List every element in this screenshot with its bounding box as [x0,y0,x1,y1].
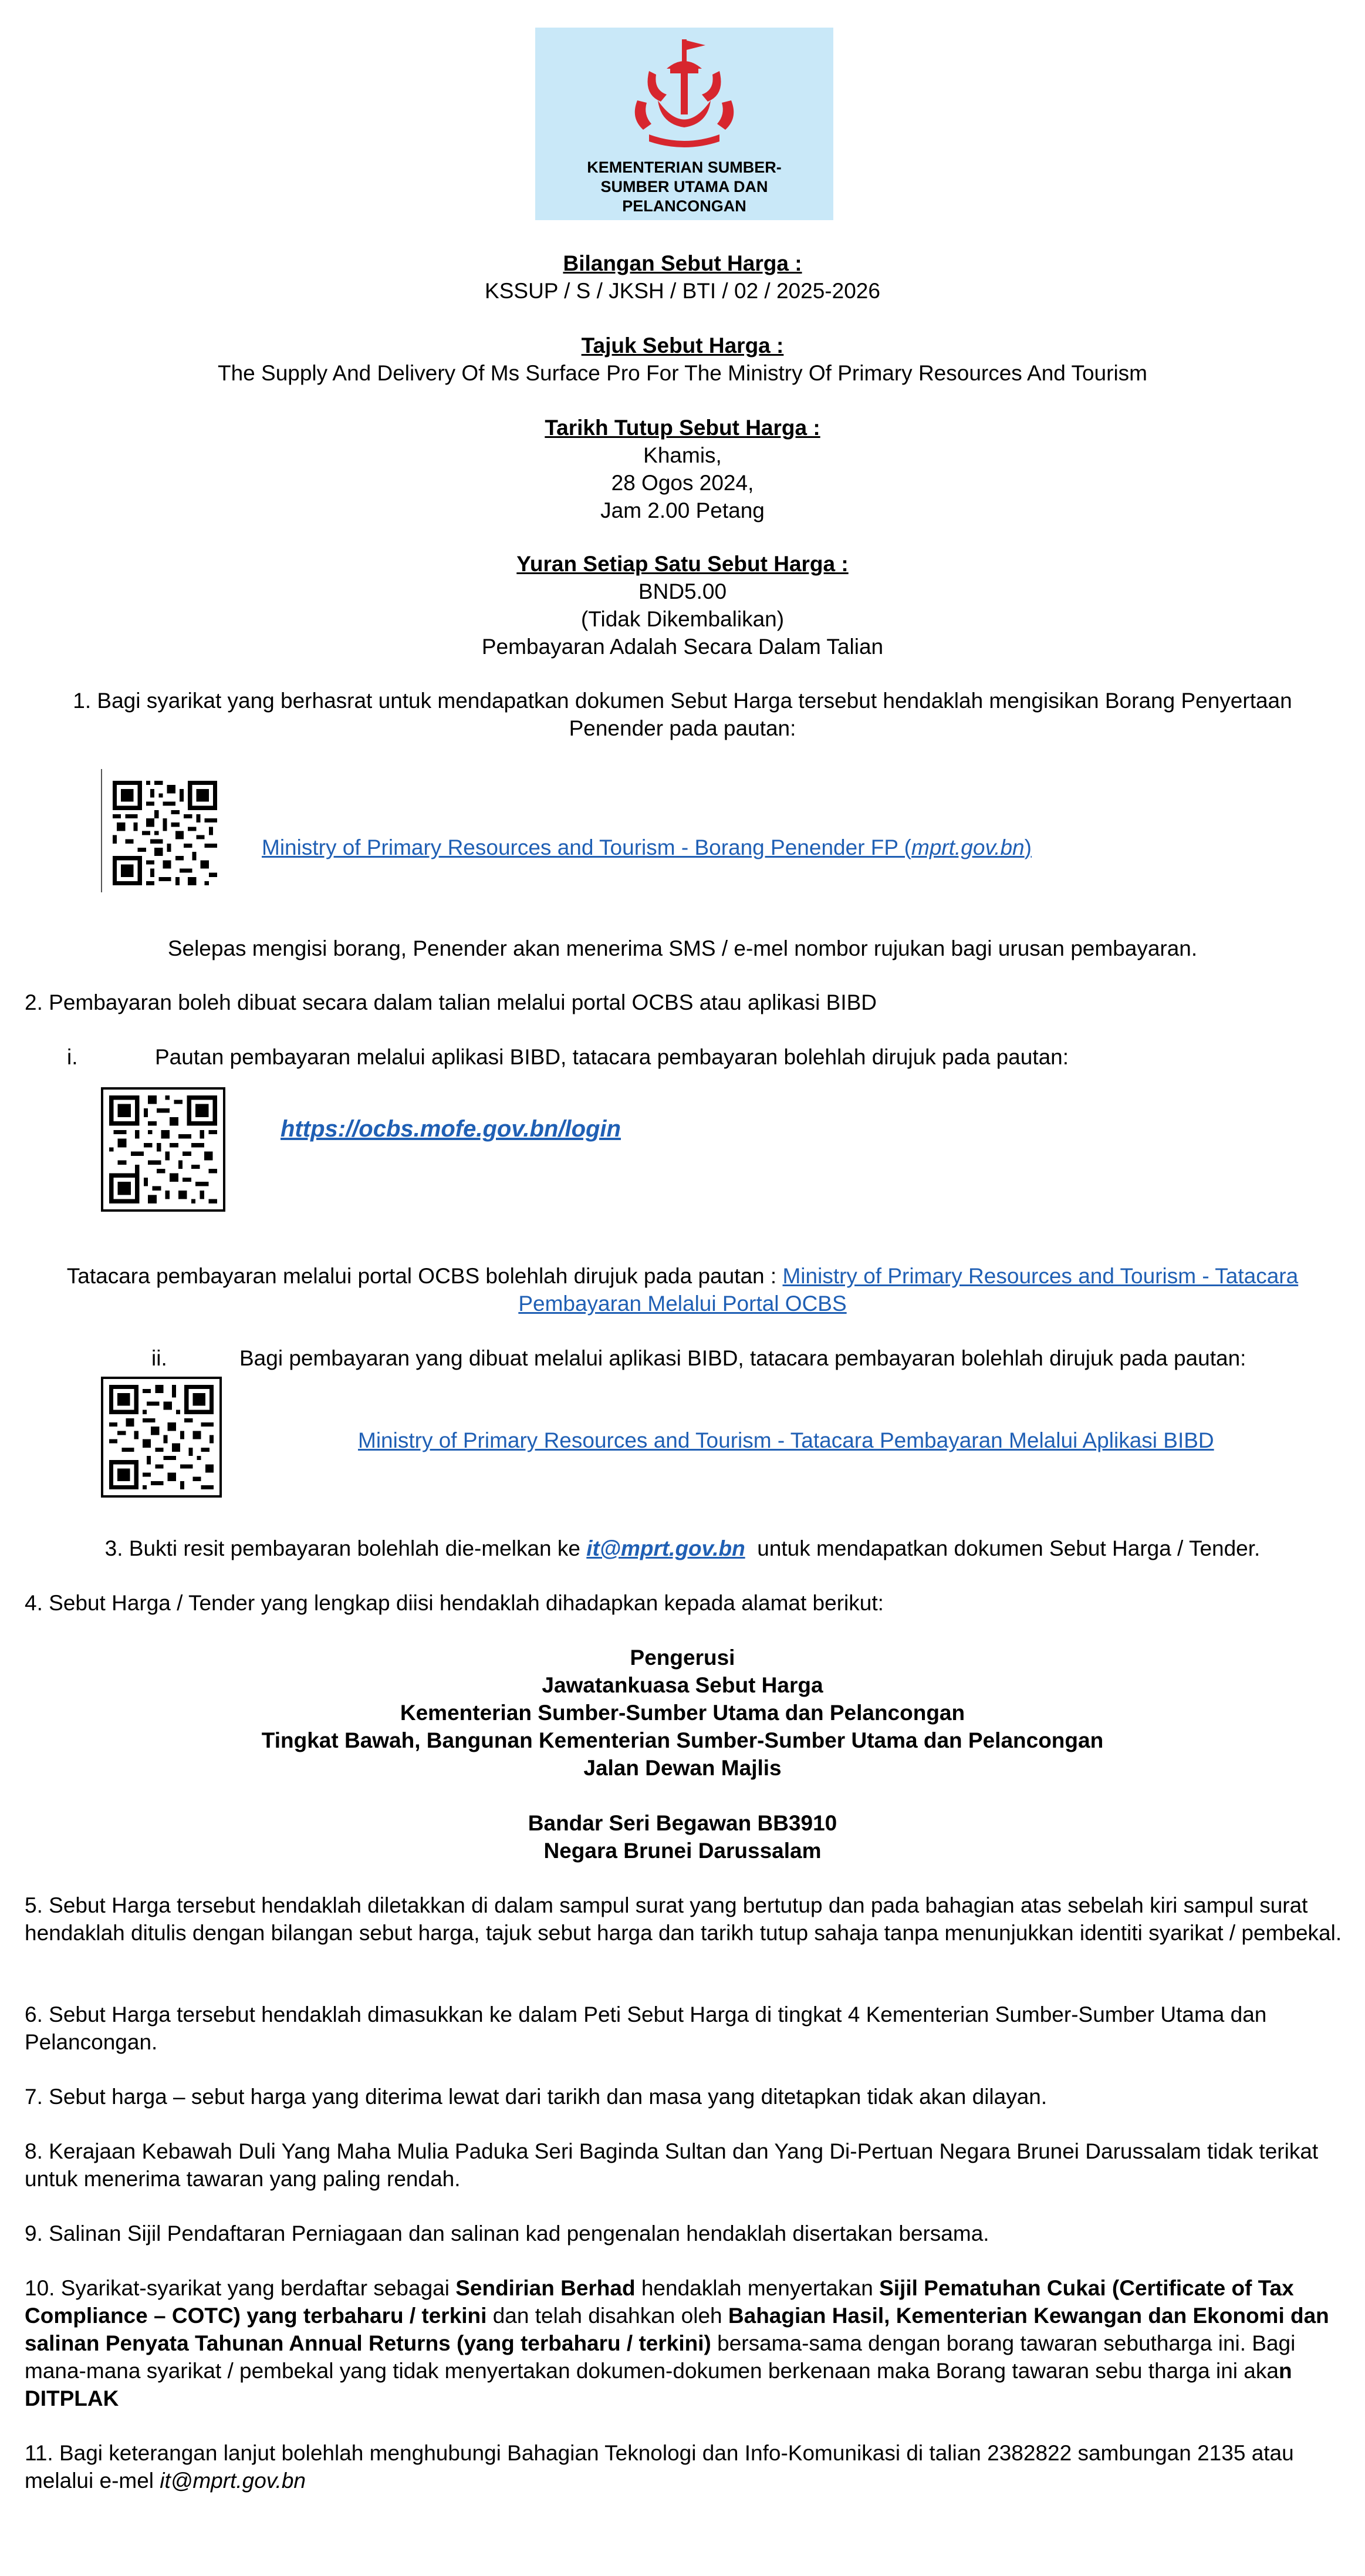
closing-date: 28 Ogos 2024, [611,471,754,495]
borang-link-suffix[interactable]: ) [1024,835,1032,859]
bibd-guide-link[interactable] [358,1427,1214,1454]
qr-code-borang [113,781,217,885]
item3-suffix: untuk mendapatkan dokumen Sebut Harga / Tender. [757,1536,1261,1560]
ministry-logo [535,28,833,220]
fee-label: Yuran Setiap Satu Sebut Harga : [516,552,849,576]
quote-number-value: KSSUP / S / JKSH / BTI / 02 / 2025-2026 [485,279,880,303]
ministry-name-line: PELANCONGAN [622,197,746,215]
item8-text: 8. Kerajaan Kebawah Duli Yang Maha Mulia Paduka Seri Baginda Sultan dan Yang Di-Pertuan Negara Brunei Darussalam tidak terikat untuk menerima tawaran yang paling rendah. [25,2139,1319,2191]
item6-text: 6. Sebut Harga tersebut hendaklah dimasukkan ke dalam Peti Sebut Harga di tingkat 4 Kementerian Sumber-Sumber Utama dan Pelancongan. [25,2002,1267,2054]
bibd-guide-link-text[interactable]: Ministry of Primary Resources and Tourism - Tatacara Pembayaran Melalui Aplikasi BIBD [358,1428,1214,1452]
divider [101,769,102,892]
item3-email-link[interactable]: it@mprt.gov.bn [586,1536,745,1560]
address-line: Pengerusi [630,1646,735,1670]
quote-number-label: Bilangan Sebut Harga : [563,251,802,275]
item3-prefix: 3. Bukti resit pembayaran bolehlah die-melkan ke [104,1536,580,1560]
item2-i-text: Pautan pembayaran melalui aplikasi BIBD, tatacara pembayaran bolehlah dirujuk pada pautan: [155,1045,1069,1069]
ocbs-guide-link[interactable]: Ministry of Primary Resources and Tourism - Tatacara [782,1264,1299,1288]
item2-intro: 2. Pembayaran boleh dibuat secara dalam talian melalui portal OCBS atau aplikasi BIBD [25,990,877,1014]
item2-ii-marker: ii. [151,1346,167,1370]
item1-line2: Penender pada pautan: [569,716,796,740]
borang-link-text[interactable] [262,835,1032,859]
qr-code-ocbs [101,1087,225,1212]
address-line: Jalan Dewan Majlis [583,1756,782,1780]
address-line: Tingkat Bawah, Bangunan Kementerian Sumber-Sumber Utama dan Pelancongan [261,1728,1104,1752]
item2-i-marker: i. [67,1045,78,1069]
closing-date-label: Tarikh Tutup Sebut Harga : [545,416,820,440]
ministry-name [535,158,833,216]
item4-text: 4. Sebut Harga / Tender yang lengkap diisi hendaklah dihadapkan kepada alamat berikut: [25,1591,884,1615]
item10-part: bersama-sama dengan borang tawaran sebutharga ini. Bagi mana-mana syarikat / pembekal yang tidak menyertakan dokumen-dokumen berkenaan maka Borang tawaran sebu tharga ini aka [25,2331,1296,2383]
quote-title-label: Tajuk Sebut Harga : [581,333,784,358]
quote-title-value: The Supply And Delivery Of Ms Surface Pro For The Ministry Of Primary Resources And Tourism [217,361,1147,385]
item10-text [25,2274,1342,2412]
item10-bold: Sendirian Berhad [455,2276,636,2300]
address-line: Negara Brunei Darussalam [543,1839,822,1863]
item5-text: 5. Sebut Harga tersebut hendaklah diletakkan di dalam sampul surat yang bertutup dan pada bahagian atas sebelah kiri sampul surat hendaklah ditulis dengan bilangan sebut harga, tajuk sebut harga dan tarikh tutup sahaja tanpa menunjukkan identiti syarikat / pembekal. [25,1893,1342,1945]
address-line: Kementerian Sumber-Sumber Utama dan Pelancongan [400,1701,965,1725]
item9-text: 9. Salinan Sijil Pendaftaran Perniagaan dan salinan kad pengenalan hendaklah disertakan bersama. [25,2221,989,2245]
ocbs-login-link-text[interactable]: https://ocbs.mofe.gov.bn/login [281,1116,621,1142]
fee-value: BND5.00 [638,579,727,603]
ocbs-guide-line2 [0,1290,1365,1317]
item11-email[interactable]: it@mprt.gov.bn [160,2469,306,2493]
address-line: Bandar Seri Begawan BB3910 [528,1811,837,1835]
item11-body: 11. Bagi keterangan lanjut bolehlah menghubungi Bahagian Teknologi dan Info-Komunikasi di talian 2382822 sambungan 2135 atau melalui e-mel [25,2441,1294,2493]
item11-text [25,2439,1342,2494]
item7-text: 7. Sebut harga – sebut harga yang diterima lewat dari tarikh dan masa yang ditetapkan tidak akan dilayan. [25,2085,1048,2109]
item10-part: hendaklah menyertakan [635,2276,880,2300]
fee-payment: Pembayaran Adalah Secara Dalam Talian [481,635,884,659]
closing-day: Khamis, [643,443,722,467]
item10-bold: Sijil Pematuhan Cukai (Certificate of Tax Compliance – COTC) yang terbaharu / terkini [25,2276,1294,2328]
item10-bold: Bahagian Hasil, Kementerian Kewangan dan Ekonomi dan salinan Penyata Tahunan Annual Returns (yang terbaharu / terkini) [25,2304,1329,2355]
item10-bold: n DITPLAK [25,2359,1292,2410]
item3-line [0,1535,1365,1562]
fee-note: (Tidak Dikembalikan) [580,607,785,631]
borang-link-prefix[interactable]: Ministry of Primary Resources and Tourism - Borang Penender FP ( [262,835,912,859]
qr-code-bibd [101,1377,222,1498]
ocbs-login-link[interactable] [281,1115,621,1143]
ocbs-guide-text: Tatacara pembayaran melalui portal OCBS bolehlah dirujuk pada pautan : [66,1264,777,1288]
ocbs-guide-link-cont[interactable]: Pembayaran Melalui Portal OCBS [518,1292,847,1316]
item1-after: Selepas mengisi borang, Penender akan menerima SMS / e-mel nombor rujukan bagi urusan pembayaran. [167,936,1198,960]
item1-line1: 1. Bagi syarikat yang berhasrat untuk mendapatkan dokumen Sebut Harga tersebut hendaklah mengisikan Borang Penyertaan [73,689,1292,713]
brunei-crest-icon [626,36,743,153]
ocbs-guide-line1 [0,1262,1365,1290]
ministry-name-line: KEMENTERIAN SUMBER- [587,159,782,176]
ministry-name-line: SUMBER UTAMA DAN [600,178,768,195]
address-line: Jawatankuasa Sebut Harga [542,1673,823,1697]
borang-link-domain[interactable]: mprt.gov.bn [911,835,1025,859]
item10-part: 10. Syarikat-syarikat yang berdaftar sebagai [25,2276,456,2300]
item10-part: dan telah disahkan oleh [486,2304,728,2328]
closing-time: Jam 2.00 Petang [600,498,765,522]
borang-link[interactable] [262,834,1032,861]
item2-ii-text: Bagi pembayaran yang dibuat melalui aplikasi BIBD, tatacara pembayaran bolehlah dirujuk pada pautan: [239,1346,1246,1370]
